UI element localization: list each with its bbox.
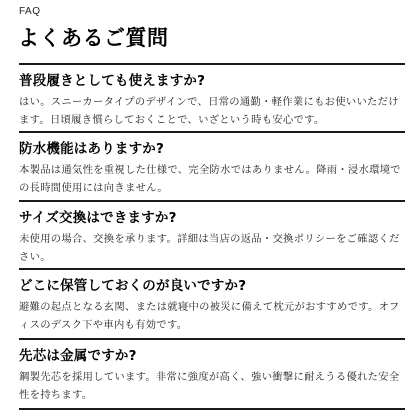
faq-question: 先芯は金属ですか?: [19, 348, 137, 364]
faq-item: [19, 200, 405, 268]
faq-question: サイズ交換はできますか?: [19, 210, 177, 226]
faq-question: 普段履きとしても使えますか?: [19, 73, 206, 89]
divider: [19, 408, 405, 410]
faq-list: [19, 63, 405, 408]
faq-item: [19, 131, 405, 200]
faq-question: 防水機能はありますか?: [19, 141, 165, 157]
faq-question: どこに保管しておくのが良いですか?: [19, 278, 247, 294]
faq-item: [19, 63, 405, 131]
page-title: よくあるご質問: [18, 26, 169, 50]
faq-item: [19, 268, 405, 338]
faq-answer: はい。スニーカータイプのデザインで、日常の通勤・軽作業にもお使いいただけます。日頃履き慣らしておくことで、いざという時も安心です。: [19, 96, 399, 126]
faq-item: [19, 338, 405, 408]
faq-answer: 未使用の場合、交換を承ります。詳細は当店の返品・交換ポリシーをご確認ください。: [19, 233, 400, 263]
faq-answer: 本製品は通気性を重視した仕様で、完全防水ではありません。降雨・浸水環境での長時間使用には向きません。: [19, 164, 401, 194]
faq-answer: 避難の起点となる玄関、または就寝中の被災に備えて枕元がおすすめです。オフィスのデスク下や車内も有効です。: [19, 301, 400, 331]
section-eyebrow: FAQ: [19, 6, 41, 17]
faq-answer: 鋼製先芯を採用しています。非常に強度が高く、強い衝撃に耐えうる優れた安全性を持ちます。: [19, 371, 400, 401]
